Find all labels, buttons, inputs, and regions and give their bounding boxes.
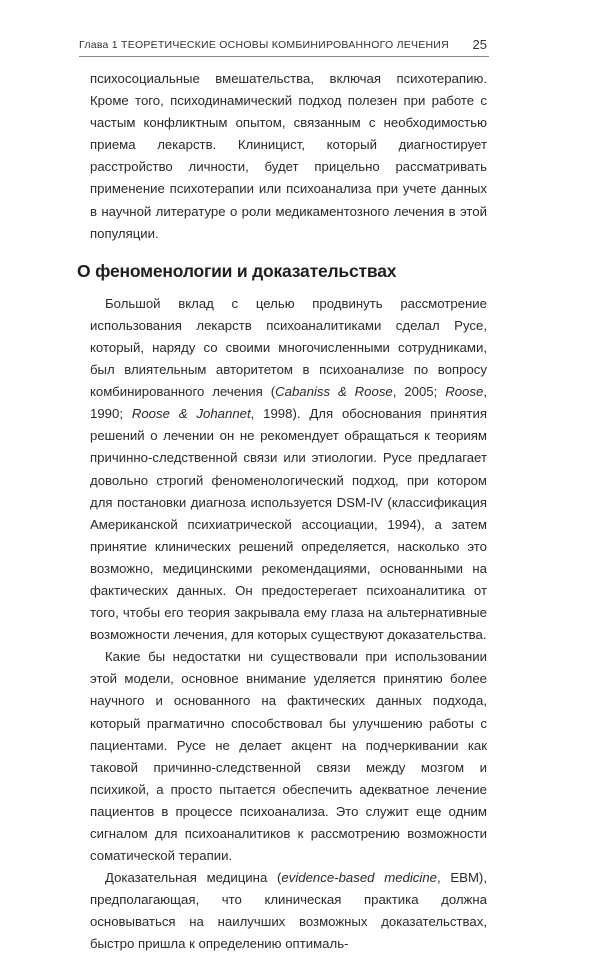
paragraph-roose-text-3: , 1990; xyxy=(90,384,487,422)
paragraph-continued: психосоциальные вмешательства, включая психотерапию. Кроме того, психодинамический подход полезен при работе с частым конфликтным опытом, связанным с необходимостью приема лекарств. Клиницист, который диагностирует расстройство личности, будет прицельно рассматривать применение психотерапии или психоанализа при учете данных в научной литературе о роли медикаментозного лечения в этой популяции. xyxy=(90,71,487,241)
paragraph-ebm-text-1: Доказательная медицина ( xyxy=(105,870,282,886)
paragraph-ebm-text-2: , EBM), предполагающая, что клиническая практика должна основываться на наилучших возможных доказательствах, быстро пришла к определению оптималь- xyxy=(90,870,487,952)
citation-roose-johannet: Roose & Johannet xyxy=(131,406,251,422)
paragraph-roose xyxy=(90,293,487,647)
citation-roose: Roose xyxy=(445,384,484,400)
paragraph-model: Какие бы недостатки ни существовали при использовании этой модели, основное внимание уделяется принятию более научного и основанного на фактических данных подхода, который прагматично способствовал бы улучшению работы с пациентами. Русе не делает акцент на подчеркивании как таковой причинно-следственной связи между мозгом и психикой, а просто пытается обеспечить адекватное лечение пациентов в процессе психоанализа. Это служит еще одним сигналом для психоаналитиков к рассмотрению возможности соматической терапии. xyxy=(90,649,487,864)
running-header xyxy=(79,36,489,57)
page-number: 25 xyxy=(472,37,487,52)
term-ebm: evidence-based medicine xyxy=(281,870,437,886)
paragraph-ebm xyxy=(90,867,487,955)
section-heading: О феноменологии и доказательствах xyxy=(77,260,397,281)
citation-cabaniss-roose: Cabaniss & Roose xyxy=(275,384,393,400)
running-title: Глава 1 ТЕОРЕТИЧЕСКИЕ ОСНОВЫ КОМБИНИРОВАННОГО ЛЕЧЕНИЯ xyxy=(79,39,449,51)
paragraph-roose-text-2: , 2005; xyxy=(392,384,446,400)
page-body xyxy=(77,68,487,956)
paragraph-roose-text-1: Большой вклад с целью продвинуть рассмотрение использования лекарств психоаналитиками сделал Русе, который, наряду со своими многочисленными сотрудниками, был влиятельным авторитетом в психоанализе по вопросу комбинированного лечения ( xyxy=(90,295,487,400)
paragraph-roose-text-4: , 1998). Для обоснования принятия решений о лечении он не рекомендует обращаться к теориям причинно-следственной связи или этиологии. Русе предлагает довольно строгий феноменологический подход, при котором для постановки диагноза используется DSM-IV (классификация Американской психиатрической ассоциации, 1994), а затем принятие клинических решений определяется, насколько это возможно, медицинскими рекомендациями, основанными на фактических данных. Он предостерегает психоаналитика от того, чтобы его теория закрывала ему глаза на альтернативные возможности лечения, для которых существуют доказательства. xyxy=(90,406,487,643)
